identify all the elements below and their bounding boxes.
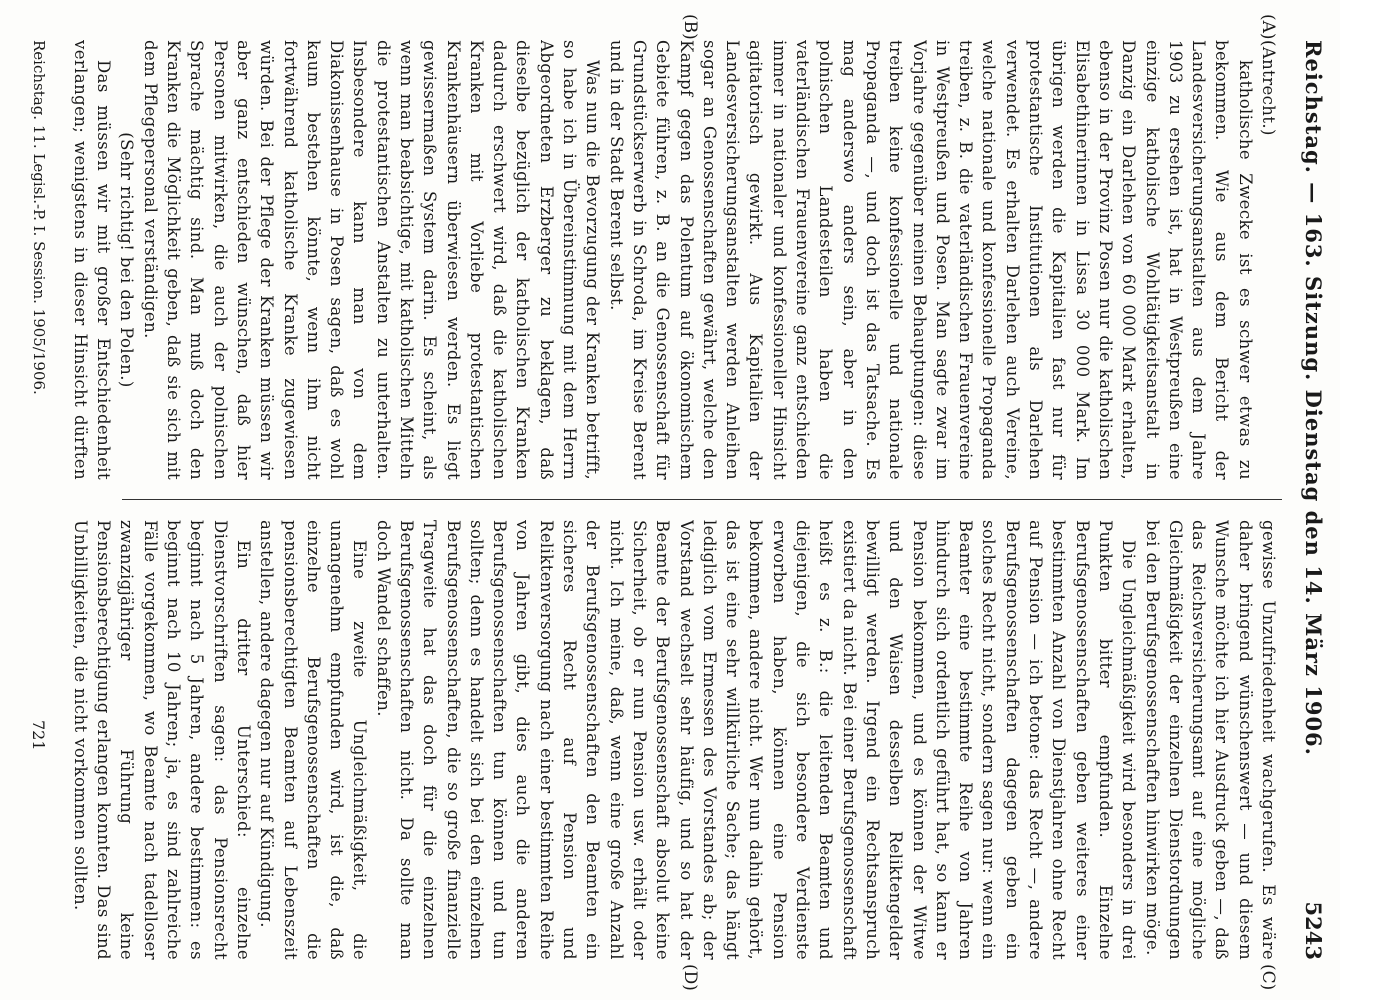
paragraph: Die Ungleichmäßigkeit wird besonders in drei Punkten bitter empfunden. Einzelne Berufsgenossenschaften geben weiteres einer bestimmten Anzahl von Dienstjahren ohne Recht auf Pension — ich betone: das Recht —, andere Berufsgenossenschaften dagegen geben ein solches Recht nicht, sondern sagen nur: wenn ein Beamter eine bestimmte Reihe von Jahren hindurch sich ordentlich geführt hat, so kann er Pension bekommen, und es können der Witwe und den Waisen desselben Reliktengelder bewilligt werden. Irgend ein Rechtsanspruch existiert da nicht. Bei einer Berufsgenossenschaft heißt es z. B.: die leitenden Beamten und diejenigen, die sich besondere Verdienste erworben haben, können eine Pension bekommen, andere nicht. Wer nun dahin gehört, das ist eine sehr willkürliche Sache; das hängt lediglich vom Ermessen des Vorstandes ab; der Vorstand wechselt sehr häufig, und so hat der Beamte der Berufsgenossenschaft absolut keine Sicherheit, ob er nun Pension usw. erhält oder nicht. Ich meine, daß, wenn eine große Anzahl der Berufsgenossenschaften den Beamten ein sicheres Recht auf Pension und Reliktenversorgung nach einer bestimmten Reihe von Jahren gibt, dies auch die anderen Berufsgenossenschaften tun können und tun sollten; denn es handelt sich bei den einzelnen Berufsgenossenschaften, die so große finanzielle Tragweite hat das doch für die einzelnen Berufsgenossenschaften nicht. Da sollte man doch Wandel schaffen. [373, 520, 1139, 960]
header-page-number: 5243 [1301, 901, 1326, 960]
paragraph: gewisse Unzufriedenheit wachgerufen. Es wäre daher bringend wünschenswert — und diesem Wunsche möchte ich hier Ausdruck geben —, daß das Reichsversicherungsamt auf eine mögliche Gleichmäßigkeit der einzelnen Dienstordnungen bei den Berufsgenossenschaften hinwirken möge. [1142, 520, 1278, 960]
paragraph: Ein dritter Unterschied: einzelne Dienstvorschriften sagen: das Pensionsrecht beginnt nach 5 Jahren, andere bestimmen: es beginnt nach 10 Jahren; ja, es sind zahlreiche Fälle vorgekommen, wo Beamte nach tadelloser zwanzigjähriger Führung keine Pensionsberechtigung erlangen konnten. Das sind Unbilligkeiten, die nicht vorkommen sollten. [70, 520, 253, 960]
margin-marker-a: (A) [1258, 14, 1278, 40]
paragraph: Was nun die Bevorzugung der Kranken betrifft, so habe ich in Übereinstimmung mit dem Herrn Abgeordneten Erzberger zu beklagen, daß dieselbe bezüglich der katholischen Kranken dadurch erschwert wird, daß die katholischen Kranken mit Vorliebe protestantischen Krankenhäusern überwiesen werden. Es liegt gewissermaßen System darin. Es scheint, als wenn man beabsichtige, mit katholischen Mitteln die protestantischen Anstalten zu unterhalten. Insbesondere kann man von dem Diakonissenhause in Posen sagen, daß es wohl kaum bestehen könnte, wenn ihm nicht fortwährend katholische Kranke zugewiesen würden. Bei der Pflege der Kranken müssen wir aber ganz entschieden wünschen, daß hier Personen mitwirken, die auch der polnischen Sprache mächtig sind. Man muß doch den Kranken die Möglichkeit geben, daß sie sich mit dem Pflegepersonal verständigen. [140, 40, 603, 480]
column-continuation-note: (Antrecht.) [1259, 40, 1278, 136]
interjection: (Sehr richtig! bei den Polen.) [117, 132, 137, 388]
page-header [1292, 40, 1326, 960]
margin-marker-b: (B) [680, 14, 700, 40]
left-column [70, 40, 1280, 480]
paragraph: katholische Zwecke ist es schwer etwas zu bekommen. Wie aus dem Bericht der Landesversicherungsanstalten aus dem Jahre 1903 zu ersehen ist, hat in Westpreußen eine einzige katholische Wohltätigkeitsanstalt in Danzig ein Darlehen von 60 000 Mark erhalten, ebenso in der Provinz Posen nur die katholischen Elisabethinerinnen in Lissa 30 000 Mark. Im übrigen werden die Kapitalien fast nur für protestantische Institutionen als Darlehen verwendet. Es erhalten Darlehen auch Vereine, welche nationale und konfessionelle Propaganda treiben, z. B. die vaterländischen Frauenvereine in Westpreußen und Posen. Man sagte zwar im Vorjahre gegenüber meinen Behauptungen: diese treiben keine konfessionelle und nationale Propaganda —, und doch ist das Tatsache. Es mag anderswo anders sein, aber in den polnischen Landesteilen haben die vaterländischen Frauenvereine ganz entschieden immer in nationaler und konfessioneller Hinsicht agitatorisch gewirkt. Aus Kapitalien der Landesversicherungsanstalten werden Anleihen sogar an Genossenschaften gewährt, welche den Kampf gegen das Polentum auf ökonomischem Gebiete führen, z. B. an die Genossenschaft für Grundstückserwerb in Schroda, im Kreise Berent und in der Stadt Berent selbst. [606, 40, 1255, 480]
margin-marker-c: (C) [1258, 964, 1278, 991]
paragraph: Das müssen wir mit großer Entschiedenheit verlangen; wenigstens in dieser Hinsicht dürften [70, 40, 114, 480]
footer-publication: Reichstag. 11. Legisl.-P. I. Session. 1905/1906. [30, 40, 48, 395]
column-divider [122, 499, 1282, 500]
margin-marker-d: (D) [680, 964, 700, 991]
footer-page-number: 721 [29, 720, 48, 751]
header-title: Reichstag. — 163. Sitzung. Dienstag den 14. März 1906. [1301, 40, 1326, 756]
paragraph: Eine zweite Ungleichmäßigkeit, die unangenehm empfunden wird, ist die, daß einzelne Berufsgenossenschaften die pensionsberechtigten Beamten auf Lebenszeit anstellen, andere dagegen nur auf Kündigung. [257, 520, 370, 960]
right-column [70, 520, 1280, 960]
